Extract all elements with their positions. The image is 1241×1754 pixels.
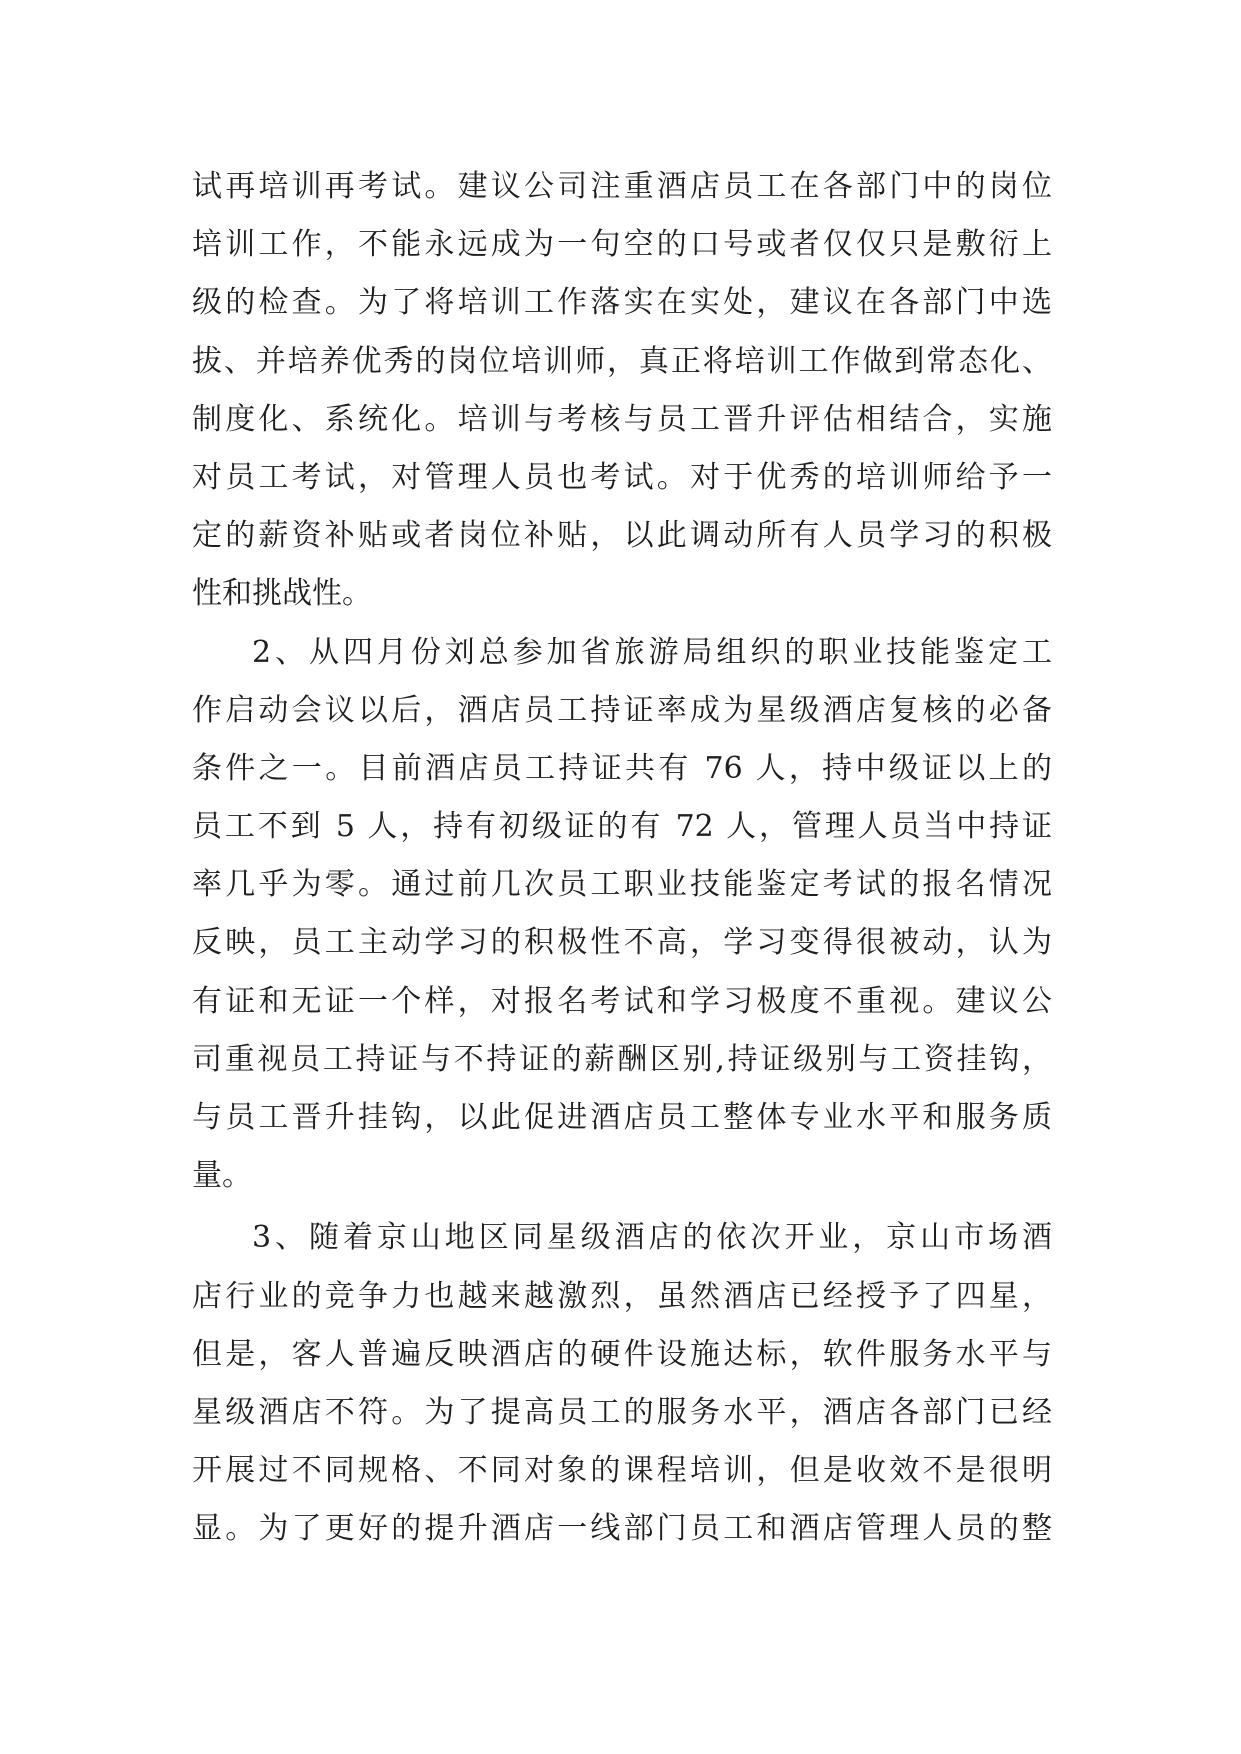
text-line: 率几乎为零。通过前几次员工职业技能鉴定考试的报名情况 [192,867,1052,903]
document-body [192,158,1052,1559]
paragraph-1 [192,158,1052,624]
paragraph-3 [192,1209,1052,1558]
text-line: 3、随着京山地区同星级酒店的依次开业，京山市场酒 [252,1220,1052,1256]
text-line: 条件之一。目前酒店员工持证共有 76 人，持中级证以上的 [192,750,1052,786]
text-line: 反映，员工主动学习的积极性不高，学习变得很被动，认为 [192,925,1052,961]
text-line: 员工不到 5 人，持有初级证的有 72 人，管理人员当中持证 [192,809,1052,845]
text-line: 性和挑战性。 [192,576,372,612]
text-line: 级的检查。为了将培训工作落实在实处，建议在各部门中选 [192,285,1052,321]
text-line: 拔、并培养优秀的岗位培训师，真正将培训工作做到常态化、 [192,343,1052,379]
paragraph-2 [192,624,1052,1206]
text-line: 量。 [192,1158,252,1194]
text-line: 培训工作，不能永远成为一句空的口号或者仅仅只是敷衍上 [192,227,1052,263]
text-line: 制度化、系统化。培训与考核与员工晋升评估相结合，实施 [192,401,1052,437]
text-line: 对员工考试，对管理人员也考试。对于优秀的培训师给予一 [192,459,1052,495]
text-line: 店行业的竞争力也越来越激烈，虽然酒店已经授予了四星， [192,1278,1052,1314]
text-line: 但是，客人普遍反映酒店的硬件设施达标，软件服务水平与 [192,1336,1052,1372]
text-line: 司重视员工持证与不持证的薪酬区别,持证级别与工资挂钩， [192,1041,1052,1077]
text-line: 与员工晋升挂钩，以此促进酒店员工整体专业水平和服务质 [192,1100,1052,1135]
text-line: 显。为了更好的提升酒店一线部门员工和酒店管理人员的整 [192,1511,1052,1547]
text-line: 有证和无证一个样，对报名考试和学习极度不重视。建议公 [192,983,1052,1019]
text-line: 试再培训再考试。建议公司注重酒店员工在各部门中的岗位 [192,169,1052,204]
text-line: 星级酒店不符。为了提高员工的服务水平，酒店各部门已经 [192,1394,1052,1430]
text-line: 作启动会议以后，酒店员工持证率成为星级酒店复核的必备 [192,692,1052,728]
text-line: 定的薪资补贴或者岗位补贴，以此调动所有人员学习的积极 [192,518,1052,554]
text-line: 开展过不同规格、不同对象的课程培训，但是收效不是很明 [192,1453,1052,1489]
text-line: 2、从四月份刘总参加省旅游局组织的职业技能鉴定工 [252,634,1052,670]
